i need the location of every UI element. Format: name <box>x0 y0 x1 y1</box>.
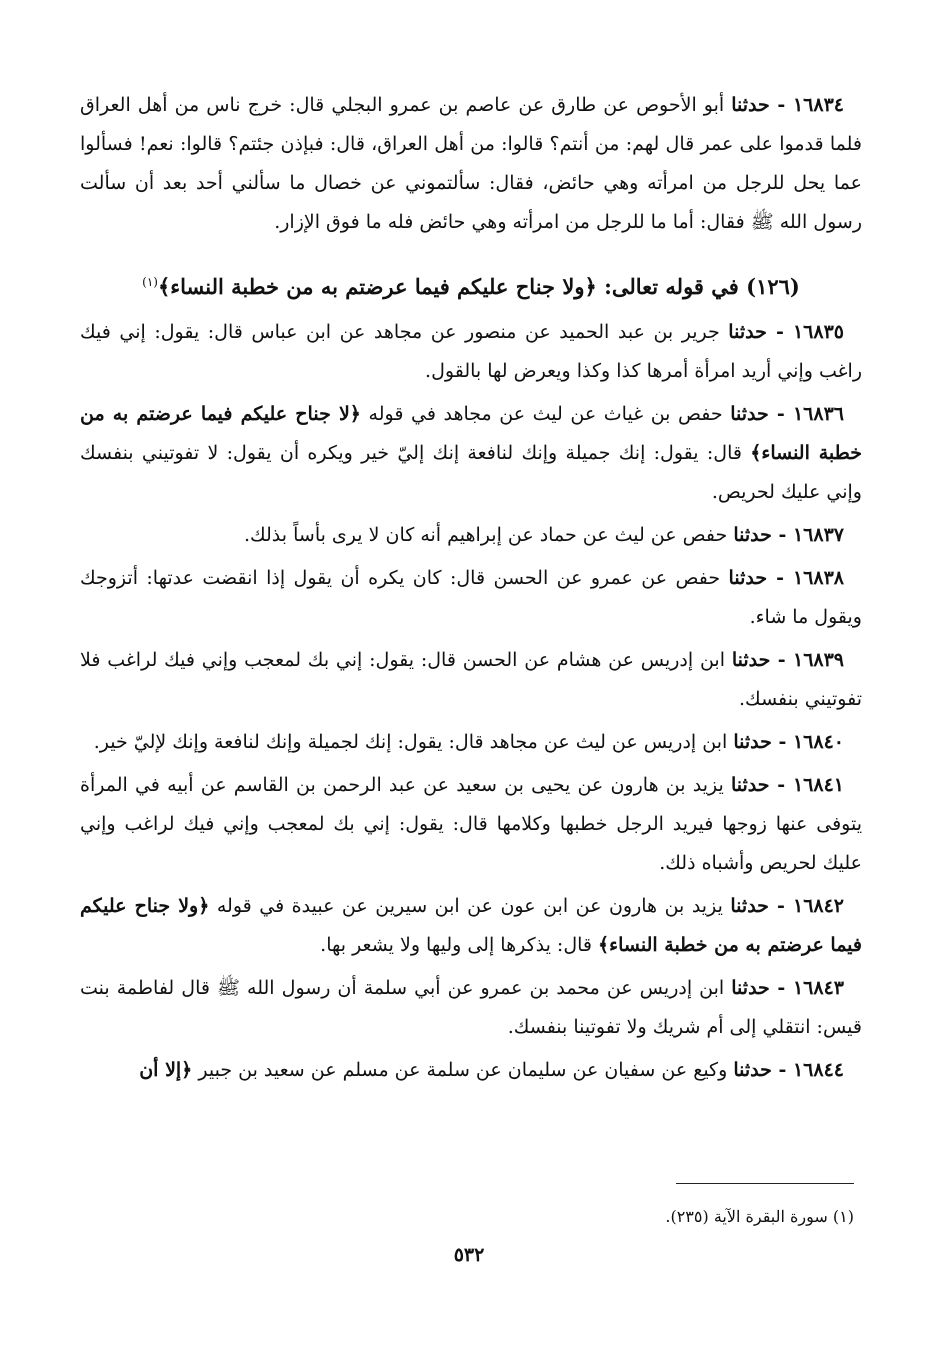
hadith-text: ابن إدريس عن ليث عن مجاهد قال: يقول: إنك لجميلة وإنك لنافعة وإنك لإليّ خير. <box>93 731 734 753</box>
hadith-text: قال: يذكرها إلى وليها ولا يشعر بها. <box>320 934 599 956</box>
hadith-number: ١٦٨٣٤ - حدثنا <box>731 94 844 116</box>
hadith-number: ١٦٨٤٠ - حدثنا <box>733 731 844 753</box>
hadith-entry <box>80 559 862 637</box>
hadith-number: ١٦٨٤٣ - حدثنا <box>731 977 844 999</box>
hadith-entry <box>80 969 862 1047</box>
hadith-entry <box>80 887 862 965</box>
hadith-number: ١٦٨٣٦ - حدثنا <box>730 403 844 425</box>
hadith-number: ١٦٨٣٩ - حدثنا <box>731 649 845 671</box>
hadith-number: ١٦٨٤١ - حدثنا <box>730 774 844 796</box>
hadith-text: جرير بن عبد الحميد عن منصور عن مجاهد عن ابن عباس قال: يقول: إني فيك راغب وإني أريد امرأة أمرها كذا وكذا ويعرض لها بالقول. <box>80 321 862 382</box>
hadith-number: ١٦٨٤٢ - حدثنا <box>730 895 845 917</box>
hadith-text: وكيع عن سفيان عن سليمان عن سلمة عن مسلم عن سعيد بن جبير <box>192 1059 734 1081</box>
hadith-text: حفص عن عمرو عن الحسن قال: كان يكره أن يقول إذا انقضت عدتها: أتزوجك ويقول ما شاء. <box>80 567 862 628</box>
quran-quote: ﴿ولا جناح عليكم فيما عرضتم به من خطبة النساء﴾ <box>80 895 862 956</box>
hadith-entry <box>80 641 862 719</box>
chapter-heading-text: (١٢٦) في قوله تعالى: ﴿ولا جناح عليكم فيما عرضتم به من خطبة النساء﴾ <box>157 274 800 299</box>
quran-quote: ﴿لا جناح عليكم فيما عرضتم به من خطبة النساء﴾ <box>80 403 862 464</box>
hadith-text: يزيد بن هارون عن ابن عون عن ابن سيرين عن عبيدة في قوله <box>209 895 731 917</box>
hadith-entry <box>80 766 862 883</box>
hadith-list <box>80 313 862 1090</box>
hadith-text: ابن إدريس عن هشام عن الحسن قال: يقول: إني بك لمعجب وإني فيك لراغب فلا تفوتيني بنفسك. <box>80 649 862 710</box>
hadith-16834 <box>80 86 862 242</box>
hadith-text: حفص عن ليث عن حماد عن إبراهيم أنه كان لا يرى بأساً بذلك. <box>243 524 734 546</box>
hadith-entry <box>80 723 862 762</box>
hadith-entry <box>80 313 862 391</box>
footnote: (١) سورة البقرة الآية (٢٣٥). <box>665 1207 854 1226</box>
chapter-heading <box>80 262 862 307</box>
hadith-entry <box>80 395 862 512</box>
hadith-number: ١٦٨٣٧ - حدثنا <box>733 524 844 546</box>
hadith-number: ١٦٨٤٤ - حدثنا <box>733 1059 844 1081</box>
main-text <box>80 86 862 1094</box>
footnote-divider <box>676 1183 854 1184</box>
hadith-number: ١٦٨٣٨ - حدثنا <box>728 567 844 589</box>
hadith-text: يزيد بن هارون عن يحيى بن سعيد عن عبد الرحمن بن القاسم عن أبيه في المرأة يتوفى عنها زوجها فيريد الرجل خطبها وكلامها قال: يقول: إني بك لمعجب وإني فيك لراغب وإني عليك لحريص وأشباه ذلك. <box>80 774 862 874</box>
hadith-text: حفص بن غياث عن ليث عن مجاهد في قوله <box>360 403 731 425</box>
hadith-text: أبو الأحوص عن طارق عن عاصم بن عمرو البجلي قال: خرج ناس من أهل العراق فلما قدموا على عمر قال لهم: من أنتم؟ قالوا: من أهل العراق، قال: فبإذن جئتم؟ قالوا: نعم! فسألوا عما يحل للرجل من امرأته وهي حائض، فقال: سألتموني عن خصال ما سألني أحد بعد أن سألت رسول الله ﷺ فقال: أما ما للرجل من امرأته وهي حائض فله ما فوق الإزار. <box>80 94 862 233</box>
footnote-ref: (١) <box>142 275 158 289</box>
quran-quote: ﴿إلا أن <box>139 1059 193 1081</box>
hadith-entry <box>80 1051 862 1090</box>
hadith-text: ابن إدريس عن محمد بن عمرو عن أبي سلمة أن رسول الله ﷺ قال لفاطمة بنت قيس: انتقلي إلى أم شريك ولا تفوتينا بنفسك. <box>80 977 862 1038</box>
page-number: ٥٣٢ <box>453 1244 485 1266</box>
hadith-entry <box>80 516 862 555</box>
hadith-number: ١٦٨٣٥ - حدثنا <box>728 321 844 343</box>
hadith-text: قال: يقول: إنك جميلة وإنك لنافعة إنك إليّ خير ويكره أن يقول: لا تفوتيني بنفسك وإني عليك لحريص. <box>80 442 862 503</box>
